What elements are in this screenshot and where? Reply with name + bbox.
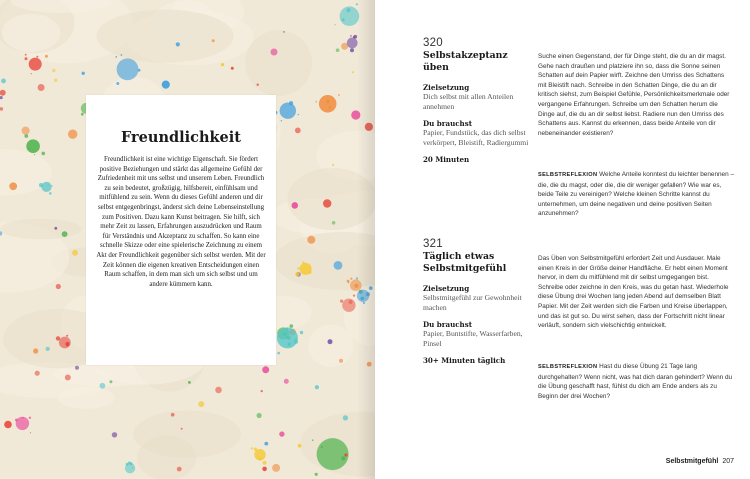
paint-splatter: [272, 464, 280, 472]
paint-droplet: [315, 473, 318, 476]
paper-texture-blotch: [0, 219, 81, 240]
paint-droplet: [308, 271, 311, 274]
paint-splatter: [9, 182, 17, 190]
goal-text: Selbstmitgefühl zur Gewohnheit machen: [423, 293, 522, 312]
paint-splatter: [171, 413, 175, 417]
paint-droplet: [321, 446, 323, 448]
paper-texture-blotch: [245, 30, 312, 96]
paint-splatter: [65, 375, 71, 381]
paint-splatter: [177, 467, 182, 472]
paint-droplet: [340, 300, 343, 303]
paint-droplet: [347, 280, 350, 283]
needs-label: Du brauchst: [423, 320, 472, 329]
paint-splatter: [38, 84, 45, 91]
paint-droplet: [22, 417, 24, 419]
card-title: Freundlichkeit: [121, 129, 241, 146]
paint-splatter: [215, 387, 222, 394]
paint-splatter: [54, 79, 57, 82]
paint-droplet: [81, 113, 84, 116]
reflection-text: Welche Anteile konntest du leichter benennen – die, die du magst, oder die, die dir weniger gefallen? Wie war es, beide Teile zu vereinigen? Welche kleinen Schritte kannst du unternehmen, um deine negativen und deine positiven Seiten anzunehmen?: [538, 171, 734, 218]
paint-splatter: [72, 250, 78, 256]
paint-splatter: [1, 79, 6, 84]
paint-splatter: [323, 199, 331, 207]
paint-droplet: [295, 272, 299, 276]
entry-320-reflection: [538, 170, 734, 219]
paint-droplet: [350, 48, 354, 52]
duration: 20 Minuten: [423, 155, 470, 164]
paint-splatter: [117, 58, 139, 80]
paint-droplet: [277, 352, 280, 355]
paper-texture-blotch: [308, 325, 353, 367]
paint-droplet: [31, 73, 32, 74]
paper-texture-blotch: [133, 410, 241, 458]
paint-splatter: [212, 39, 215, 42]
paint-droplet: [348, 282, 349, 283]
entry-title: Täglich etwas Selbstmitgefühl: [423, 251, 507, 274]
paint-droplet: [49, 192, 52, 195]
reflection-label: SELBSTREFLEXION: [538, 364, 598, 370]
paint-splatter: [334, 261, 343, 270]
paint-droplet: [251, 447, 253, 449]
paint-droplet: [15, 419, 18, 422]
paint-splatter: [0, 107, 3, 111]
page-footer: [666, 458, 734, 465]
paint-splatter: [56, 284, 61, 289]
entry-320-instructions: Suche einen Gegenstand, der für Dinge steht, die du an dir magst. Gehe nach draußen und platziere ihn so, dass die Sonne seinen Schatten auf dein Papier wirft. Zeichne den Umriss des Schattens mit Bleistift nach. Schreibe in den Schatten Dinge, die du an dir kritisch siehst, zum Beispiel Gefühle, Persönlichkeitsmerkmale oder vergangene Erfahrungen. Schreibe um den Schatten herum die Dinge auf, die du an dir selbst liebst. Radiere nun den Umriss des Schattens aus. Kannst du erkennen, dass beide Anteile von dir nebeneinander existieren?: [538, 53, 730, 137]
paint-droplet: [29, 417, 31, 419]
footer-section-title: Selbstmitgefühl: [665, 458, 719, 465]
paint-splatter: [26, 139, 40, 153]
paint-droplet: [342, 18, 345, 21]
paint-droplet: [56, 336, 60, 340]
paint-splatter: [62, 231, 68, 237]
paint-splatter: [332, 221, 336, 225]
paint-droplet: [316, 101, 318, 103]
paint-droplet: [65, 342, 69, 346]
paint-splatter: [307, 236, 315, 244]
paint-splatter: [336, 48, 340, 52]
paper-texture-blotch: [97, 9, 234, 62]
paint-splatter: [82, 72, 85, 75]
paint-splatter: [264, 442, 268, 446]
paint-droplet: [51, 185, 52, 186]
paint-droplet: [298, 114, 299, 115]
paint-splatter: [298, 444, 302, 448]
paint-droplet: [259, 458, 262, 461]
goal-text: Dich selbst mit allen Anteilen annehmen: [423, 92, 514, 111]
needs-text: Papier, Buntstifte, Wasserfarben, Pinsel: [423, 329, 523, 348]
paint-droplet: [36, 56, 38, 58]
paint-splatter: [46, 347, 50, 351]
paint-splatter: [188, 381, 191, 384]
paint-splatter: [317, 438, 349, 470]
paint-droplet: [297, 267, 300, 270]
paint-droplet: [115, 56, 117, 58]
paint-splatter: [319, 95, 337, 113]
paint-splatter: [257, 84, 259, 86]
paint-droplet: [263, 461, 267, 465]
paint-splatter: [4, 421, 12, 429]
paint-splatter: [343, 415, 348, 420]
paint-droplet: [47, 185, 48, 186]
paper-texture-blotch: [58, 387, 115, 409]
paint-splatter: [198, 401, 204, 407]
entry-320-meta: [423, 37, 535, 164]
paint-droplet: [121, 54, 123, 56]
paint-droplet: [353, 294, 355, 296]
paint-droplet: [286, 338, 287, 339]
paint-droplet: [290, 324, 294, 328]
paint-droplet: [326, 100, 330, 104]
paint-droplet: [126, 463, 129, 466]
paint-droplet: [350, 35, 352, 37]
paint-droplet: [24, 134, 28, 138]
paint-droplet: [350, 278, 352, 280]
paint-droplet: [300, 331, 303, 334]
paint-droplet: [335, 24, 336, 25]
paint-splatter: [68, 130, 77, 139]
paper-texture-blotch: [2, 14, 61, 52]
reflection-label: SELBSTREFLEXION: [538, 172, 598, 178]
duration: 30+ Minuten täglich: [423, 356, 506, 365]
paint-droplet: [281, 120, 282, 121]
paint-splatter: [33, 348, 38, 353]
paint-droplet: [289, 101, 293, 105]
entry-number: 320: [423, 37, 443, 49]
paint-droplet: [39, 183, 43, 187]
paint-splatter: [231, 67, 234, 70]
paint-splatter: [176, 42, 180, 46]
paint-splatter: [352, 71, 354, 73]
paint-splatter: [52, 69, 55, 72]
paint-droplet: [25, 57, 28, 60]
paint-splatter: [283, 31, 285, 33]
paint-droplet: [66, 335, 68, 337]
paint-splatter: [277, 327, 298, 348]
needs-label: Du brauchst: [423, 119, 472, 128]
needs-text: Papier, Fundstück, das dich selbst verkörpert, Bleistift, Radiergummi: [423, 128, 529, 147]
paint-splatter: [262, 467, 267, 472]
paint-splatter: [257, 413, 262, 418]
paint-droplet: [346, 8, 350, 12]
goal-label: Zielsetzung: [423, 83, 470, 92]
paint-splatter: [271, 49, 278, 56]
reflection-text: Hast du diese Übung 21 Tage lang durchgehalten? Wenn nicht, was hat dich daran gehindert? Wenn du die Übung geschafft hast, fühlst du dich am Ende anders als zu Beginn der drei Wochen?: [538, 363, 733, 400]
paint-splatter: [347, 38, 358, 49]
paint-splatter: [45, 55, 48, 58]
paint-droplet: [312, 439, 314, 441]
paint-splatter: [279, 431, 284, 436]
paint-droplet: [25, 54, 27, 56]
paint-splatter: [262, 366, 269, 373]
paint-splatter: [261, 390, 263, 392]
paint-droplet: [116, 82, 119, 85]
paint-splatter: [344, 453, 347, 456]
page-number: 207: [722, 458, 734, 465]
paint-splatter: [0, 96, 3, 99]
paint-splatter: [328, 339, 333, 344]
paint-splatter: [342, 299, 355, 312]
entry-title: Selbstakzeptanz üben: [423, 50, 508, 73]
paint-splatter: [16, 417, 29, 430]
paint-droplet: [29, 148, 30, 149]
paint-droplet: [329, 106, 332, 109]
paint-splatter: [292, 202, 299, 209]
paint-droplet: [338, 94, 340, 96]
card-body-text: Freundlichkeit ist eine wichtige Eigenschaft. Sie fördert positive Beziehungen und stärkt das allgemeine Gefühl der Zufriedenheit mit uns selbst und unserem Leben. Freundlich zu sein bedeutet, großzügig, hilfsbereit, einfühlsam und mitfühlend zu sein. Wenn du dieses Gefühl anderen und dir selbst entgegenbringst, änderst sich deine Lebenseinstellung zum Positiven. Dazu kann Kunst beitragen. Sie hilft, sich mehr Zeit zu lassen, Erfahrungen auszudrücken und Raum für Verständnis und Akzeptanz zu schaffen. So kann eine schnelle Skizze oder eine spielerische Zeichnung zu einem Akt der Freundlichkeit gegenüber sich selbst werden. Mit der Zeit können die eigenen kreativen Entscheidungen einen Raum schaffen, in dem man sich um sich selbst und um andere kümmern kann.: [96, 156, 266, 288]
paint-splatter: [162, 81, 170, 89]
paint-splatter: [295, 127, 301, 133]
paint-splatter: [112, 432, 117, 437]
paint-droplet: [288, 342, 292, 346]
paint-splatter: [75, 366, 79, 370]
paint-splatter: [29, 58, 42, 71]
paint-splatter: [315, 385, 319, 389]
paint-droplet: [132, 467, 133, 468]
right-page: [375, 0, 750, 479]
paint-splatter: [221, 63, 224, 66]
paint-splatter: [0, 90, 6, 96]
paint-splatter: [339, 359, 343, 363]
paint-splatter: [280, 103, 296, 119]
paint-splatter: [41, 182, 51, 192]
entry-321-reflection: [538, 362, 734, 401]
paint-droplet: [34, 154, 35, 155]
paint-droplet: [350, 300, 352, 302]
entry-number: 321: [423, 238, 443, 250]
paint-splatter: [35, 371, 40, 376]
paint-splatter: [54, 227, 57, 230]
paint-splatter: [100, 383, 106, 389]
gutter-shadow: [357, 0, 375, 479]
paint-splatter: [181, 428, 183, 430]
paint-splatter: [332, 164, 334, 166]
paint-droplet: [302, 261, 304, 263]
paint-splatter: [109, 380, 112, 383]
paint-droplet: [130, 462, 133, 465]
entry-321-meta: [423, 238, 535, 365]
freundlichkeit-card: [86, 95, 276, 365]
paint-droplet: [30, 432, 31, 433]
paint-splatter: [284, 379, 289, 384]
entry-321-instructions: Das Üben von Selbstmitgefühl erfordert Zeit und Ausdauer. Male einen Kreis in der Größe deiner Handfläche. Er hebt einen Moment hervor, in dem du mitfühlend mit dir selbst umgegangen bist. Schreibe oder zeichne in den Kreis, was du getan hast. Wiederhole diese Übung drei Wochen lang jeden Abend auf demselben Blatt Papier. Mit der Zeit werden sich die Farben und Kreise überlappen, und das ist gut so. Du wirst sehen, dass der Fortschritt nicht linear verläuft, sondern sich vielschichtig entwickelt.: [538, 255, 729, 330]
paint-droplet: [341, 456, 345, 460]
goal-label: Zielsetzung: [423, 284, 470, 293]
paint-droplet: [42, 152, 46, 156]
paint-splatter: [22, 127, 30, 135]
paint-droplet: [138, 69, 141, 72]
paint-droplet: [254, 448, 257, 451]
